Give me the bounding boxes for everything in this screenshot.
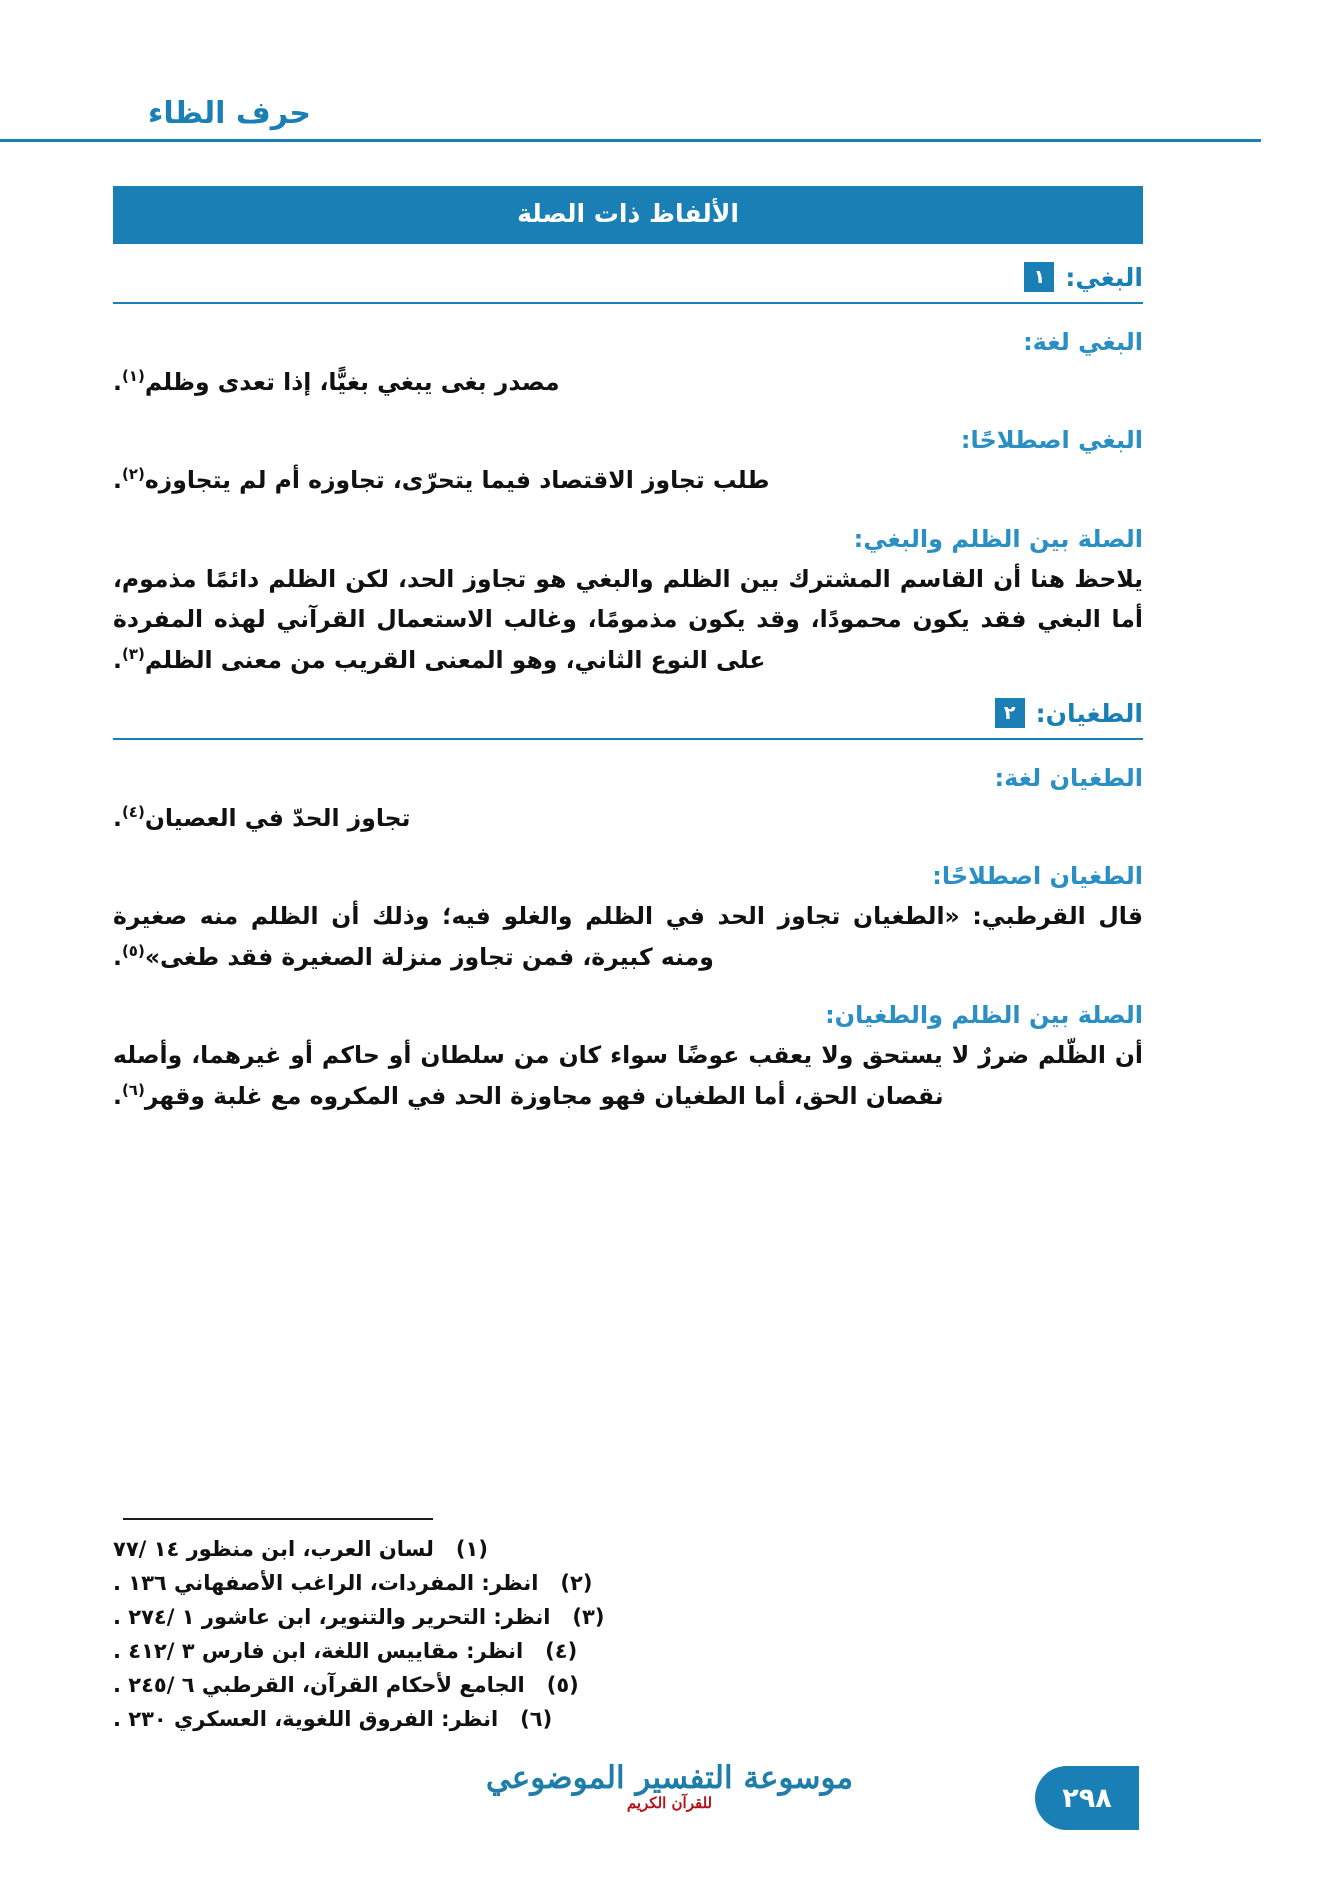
- section-number-1: ١: [1024, 262, 1054, 292]
- header-inner: [0, 96, 1261, 131]
- paragraph-tail: .: [113, 804, 122, 833]
- footnote-number: (٣): [572, 1605, 605, 1630]
- paragraph-text: أن الظّلم ضررٌ لا يستحق ولا يعقب عوضًا سواء كان من سلطان أو حاكم أو غيرهما، وأصله نقصان الحق، أما الطغيان فهو مجاوزة الحد في المكروه مع غلبة وقهر: [113, 1041, 1143, 1110]
- section-number-2: ٢: [995, 698, 1025, 728]
- section-label-2: الطغيان:: [1035, 698, 1143, 728]
- footnote-text: انظر: المفردات، الراغب الأصفهاني ١٣٦ .: [113, 1571, 539, 1596]
- paragraph-2-3: [113, 1035, 1143, 1116]
- section-divider-2: [113, 738, 1143, 740]
- logo-main-text: موسوعة التفسير الموضوعي: [485, 1760, 854, 1796]
- footnote-number: (١): [455, 1537, 488, 1561]
- footnote-ref-1: (١): [121, 367, 145, 386]
- paragraph-tail: .: [113, 466, 122, 495]
- paragraph-tail: .: [113, 942, 122, 971]
- paragraph-tail: .: [113, 645, 122, 674]
- chapter-title: حرف الظاء: [148, 96, 311, 131]
- section-heading-row-2: [995, 698, 1143, 728]
- paragraph-2-1: [113, 798, 1143, 838]
- section-heading-1: [113, 262, 1143, 292]
- footnote-ref-4: (٤): [121, 803, 145, 822]
- section-heading-2: [113, 698, 1143, 728]
- paragraph-1-3: [113, 559, 1143, 680]
- footnote-item: [113, 1600, 1143, 1634]
- footnote-ref-5: (٥): [121, 942, 145, 961]
- paragraph-tail: .: [113, 1081, 122, 1110]
- footnote-text: انظر: التحرير والتنوير، ابن عاشور ١ /٢٧٤ .: [113, 1605, 551, 1630]
- page-footer: [0, 1752, 1339, 1844]
- footnote-number: (٥): [546, 1673, 579, 1698]
- footnote-text: انظر: الفروق اللغوية، العسكري ٢٣٠ .: [113, 1707, 499, 1732]
- subheading-2-1: الطغيان لغة:: [994, 764, 1143, 793]
- paragraph-2-2: [113, 896, 1143, 977]
- subheading-2-3: الصلة بين الظلم والطغيان:: [825, 1001, 1143, 1030]
- footnote-item: [113, 1668, 1143, 1702]
- footnote-number: (٦): [520, 1707, 553, 1732]
- paragraph-tail: .: [113, 368, 122, 396]
- section-heading-row-1: [1024, 262, 1143, 292]
- logo-sub-text: للقرآن الكريم: [626, 1794, 713, 1812]
- footnote-ref-2: (٢): [121, 465, 145, 484]
- section-label-1: البغي:: [1065, 262, 1143, 292]
- paragraph-text: تجاوز الحدّ في العصيان: [144, 804, 411, 833]
- footnote-ref-3: (٣): [121, 644, 145, 663]
- subheading-1-3: الصلة بين الظلم والبغي:: [853, 524, 1143, 553]
- paragraph-text: طلب تجاوز الاقتصاد فيما يتحرّى، تجاوزه أم لم يتجاوزه: [144, 466, 770, 495]
- page-header: [0, 96, 1339, 142]
- footnote-number: (٢): [560, 1571, 593, 1596]
- header-divider: [0, 139, 1261, 142]
- subheading-1-1: البغي لغة:: [1023, 328, 1143, 356]
- footnote-number: (٤): [545, 1639, 578, 1664]
- footnote-text: لسان العرب، ابن منظور ١٤ /٧٧: [113, 1537, 434, 1561]
- page-number-badge: ٢٩٨: [1035, 1766, 1139, 1830]
- paragraph-1-1: [113, 362, 1143, 402]
- footnote-text: انظر: مقاييس اللغة، ابن فارس ٣ /٤١٢ .: [113, 1639, 524, 1664]
- subheading-1-2: البغي اصطلاحًا:: [960, 426, 1143, 455]
- page-content: [113, 186, 1143, 1122]
- footnote-text: الجامع لأحكام القرآن، القرطبي ٦ /٢٤٥ .: [113, 1673, 525, 1698]
- footnote-item: [113, 1702, 1143, 1736]
- footnotes-divider: [123, 1518, 433, 1520]
- footnote-item: [113, 1532, 1143, 1566]
- paragraph-text: قال القرطبي: «الطغيان تجاوز الحد في الظلم والغلو فيه؛ وذلك أن الظلم منه صغيرة ومنه كبيرة، فمن تجاوز منزلة الصغيرة فقد طغى»: [113, 902, 1143, 971]
- footnote-ref-6: (٦): [121, 1080, 145, 1099]
- footnote-item: [113, 1566, 1143, 1600]
- paragraph-1-2: [113, 460, 1143, 500]
- section-divider-1: [113, 302, 1143, 304]
- paragraph-text: يلاحظ هنا أن القاسم المشترك بين الظلم والبغي هو تجاوز الحد، لكن الظلم دائمًا مذموم، أما البغي فقد يكون محمودًا، وقد يكون مذمومًا، وغالب الاستعمال القرآني لهذه المفردة على النوع الثاني، وهو المعنى القريب من معنى الظلم: [113, 564, 1143, 674]
- subheading-2-2: الطغيان اصطلاحًا:: [932, 862, 1143, 891]
- paragraph-text: مصدر بغى يبغي بغيًّا، إذا تعدى وظلم: [144, 368, 560, 396]
- footnote-item: [113, 1634, 1143, 1668]
- footnotes-block: [113, 1518, 1143, 1736]
- section-banner: الألفاظ ذات الصلة: [113, 186, 1143, 244]
